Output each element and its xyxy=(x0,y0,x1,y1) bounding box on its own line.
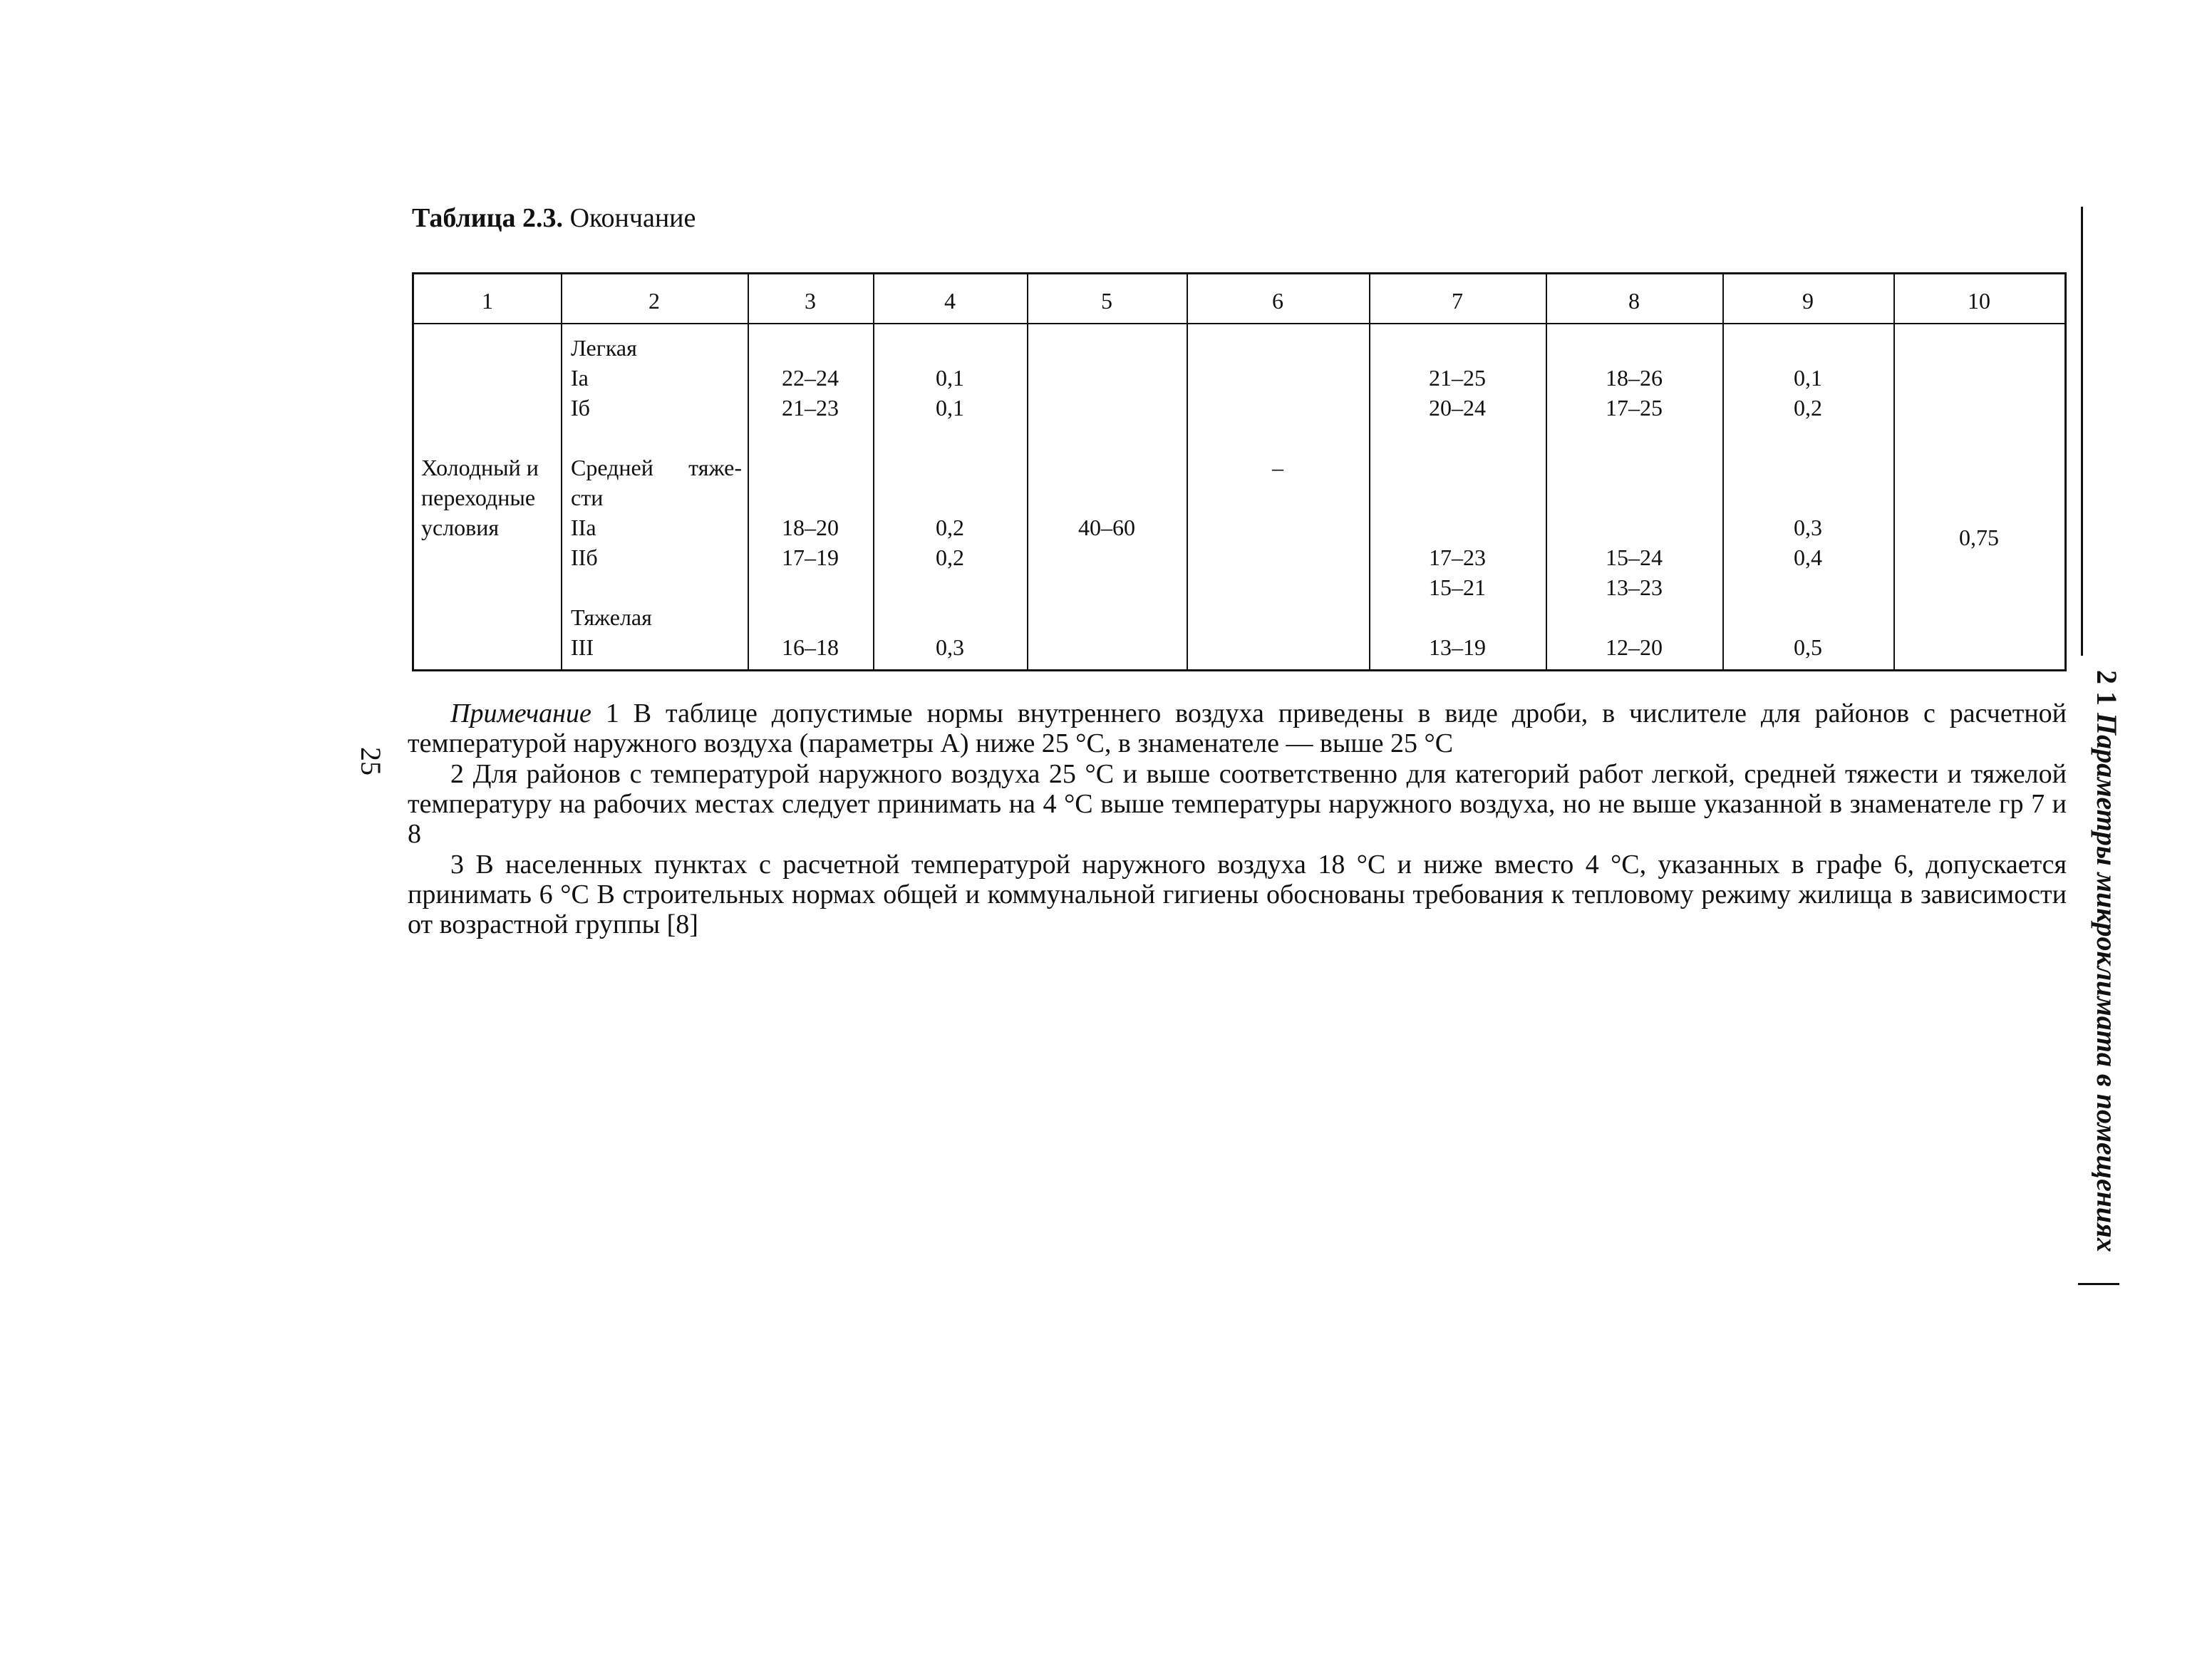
category-line: Средней тяже- xyxy=(571,455,742,480)
value xyxy=(1722,572,1893,602)
value: 0,1 xyxy=(1794,365,1822,391)
note-2: 2 Для районов с температурой наружного воздуха 25 °С и выше соответственно для категорий работ легкой, средней тяжести и тяжелой температуру на рабочих местах следует принимать на 4 °С выше температуры наружного воздуха, но не выше указанной в знаменателе гр 7 и 8 xyxy=(408,759,2067,849)
value xyxy=(1546,512,1722,542)
note-1 xyxy=(408,699,2067,758)
header-cell: 1 xyxy=(482,288,493,314)
value: 18–26 xyxy=(1606,365,1663,391)
header-cell: 8 xyxy=(1628,288,1640,314)
value xyxy=(748,602,873,632)
running-head-rule xyxy=(2081,207,2083,656)
speed-allowed-cell xyxy=(1722,333,1893,662)
value: 17–19 xyxy=(782,545,839,570)
table-notes xyxy=(408,699,2067,939)
value: 21–23 xyxy=(782,395,839,421)
table-caption-text: Окончание xyxy=(569,203,696,233)
value: 17–25 xyxy=(1606,395,1663,421)
speed-optimal-cell xyxy=(873,333,1027,662)
column-divider xyxy=(561,274,562,669)
value: 15–21 xyxy=(1429,574,1486,600)
value: 0,3 xyxy=(936,634,964,660)
header-cell: 3 xyxy=(805,288,816,314)
value xyxy=(1546,333,1722,363)
value xyxy=(1546,453,1722,483)
note-1-text: 1 В таблице допустимые нормы внутреннего воздуха приведены в виде дроби, в числителе для районов с расчетной температурой наружного воздуха (параметры А) ниже 25 °С, в знаменателе — выше 25 °С xyxy=(408,699,2067,758)
category-line: III xyxy=(571,634,594,660)
header-cell: 10 xyxy=(1968,288,1990,314)
humidity-cell: 40–60 xyxy=(1078,515,1135,540)
header-cell: 7 xyxy=(1452,288,1463,314)
col10-cell: 0,75 xyxy=(1959,525,1999,550)
value xyxy=(873,483,1027,512)
value xyxy=(1369,333,1546,363)
value xyxy=(748,483,873,512)
value xyxy=(748,333,873,363)
value: 0,5 xyxy=(1794,634,1822,660)
category-cell xyxy=(571,333,742,662)
value: 12–20 xyxy=(1606,634,1663,660)
value: 0,2 xyxy=(936,545,964,570)
value: 13–19 xyxy=(1429,634,1486,660)
value xyxy=(1722,602,1893,632)
column-divider xyxy=(1893,274,1895,669)
header-cell: 5 xyxy=(1101,288,1112,314)
value xyxy=(873,572,1027,602)
value xyxy=(1369,602,1546,632)
value xyxy=(1722,453,1893,483)
period-line: условия xyxy=(421,515,500,540)
category-line xyxy=(571,572,742,602)
value: 18–20 xyxy=(782,515,839,540)
value xyxy=(1722,423,1893,453)
header-cell: 6 xyxy=(1272,288,1283,314)
value: 0,4 xyxy=(1794,545,1822,570)
table-caption-label: Таблица 2.3. xyxy=(412,203,564,233)
category-line: Iб xyxy=(571,395,590,421)
value: 15–24 xyxy=(1606,545,1663,570)
table-caption xyxy=(412,197,696,239)
column-divider xyxy=(1027,274,1028,669)
category-line xyxy=(571,423,742,453)
value xyxy=(1369,423,1546,453)
category-line: IIа xyxy=(571,515,596,540)
page-number: 25 xyxy=(355,747,387,775)
period-cell xyxy=(421,453,539,542)
category-line: Iа xyxy=(571,365,589,391)
value xyxy=(1546,483,1722,512)
value xyxy=(748,453,873,483)
dash-cell: – xyxy=(1272,455,1283,480)
value xyxy=(1722,483,1893,512)
value: 22–24 xyxy=(782,365,839,391)
value: 0,1 xyxy=(936,395,964,421)
temperature-allowed-lower-cell xyxy=(1546,333,1722,662)
category-line: сти xyxy=(571,485,604,510)
temperature-optimal-cell xyxy=(748,333,873,662)
category-line: Легкая xyxy=(571,335,637,361)
value xyxy=(873,453,1027,483)
value: 20–24 xyxy=(1429,395,1486,421)
category-line: Тяжелая xyxy=(571,604,652,630)
note-label: Примечание xyxy=(450,699,591,728)
value: 13–23 xyxy=(1606,574,1663,600)
note-3: 3 В населенных пунктах с расчетной температурой наружного воздуха 18 °С и ниже вместо 4 °С, указанных в графе 6, допускается принимать 6 °С В строительных нормах общей и коммунальной гигиены обоснованы требования к тепловому режиму жилища в зависимости от возрастной группы [8] xyxy=(408,850,2067,939)
header-cell: 9 xyxy=(1802,288,1814,314)
value: 16–18 xyxy=(782,634,839,660)
value: 21–25 xyxy=(1429,365,1486,391)
value xyxy=(873,333,1027,363)
value xyxy=(873,423,1027,453)
value xyxy=(1546,602,1722,632)
data-table xyxy=(412,272,2067,671)
running-head-title: Параметры микроклимата в помещениях xyxy=(2091,713,2123,1252)
header-divider xyxy=(414,323,2064,324)
value: 17–23 xyxy=(1429,545,1486,570)
value xyxy=(748,423,873,453)
header-cell: 4 xyxy=(944,288,956,314)
running-head-rule-end xyxy=(2078,1283,2119,1285)
period-line: переходные xyxy=(421,485,536,510)
value xyxy=(1369,512,1546,542)
category-line: IIб xyxy=(571,545,598,570)
temperature-allowed-upper-cell xyxy=(1369,333,1546,662)
value: 0,3 xyxy=(1794,515,1822,540)
value xyxy=(1369,483,1546,512)
value xyxy=(1546,423,1722,453)
value xyxy=(748,572,873,602)
value: 0,2 xyxy=(936,515,964,540)
header-cell: 2 xyxy=(648,288,660,314)
value xyxy=(873,602,1027,632)
value xyxy=(1369,453,1546,483)
value xyxy=(1722,333,1893,363)
period-line: Холодный и xyxy=(421,455,539,480)
running-head xyxy=(2085,670,2128,1283)
value: 0,1 xyxy=(936,365,964,391)
running-head-section: 2 1 xyxy=(2091,670,2123,706)
value: 0,2 xyxy=(1794,395,1822,421)
